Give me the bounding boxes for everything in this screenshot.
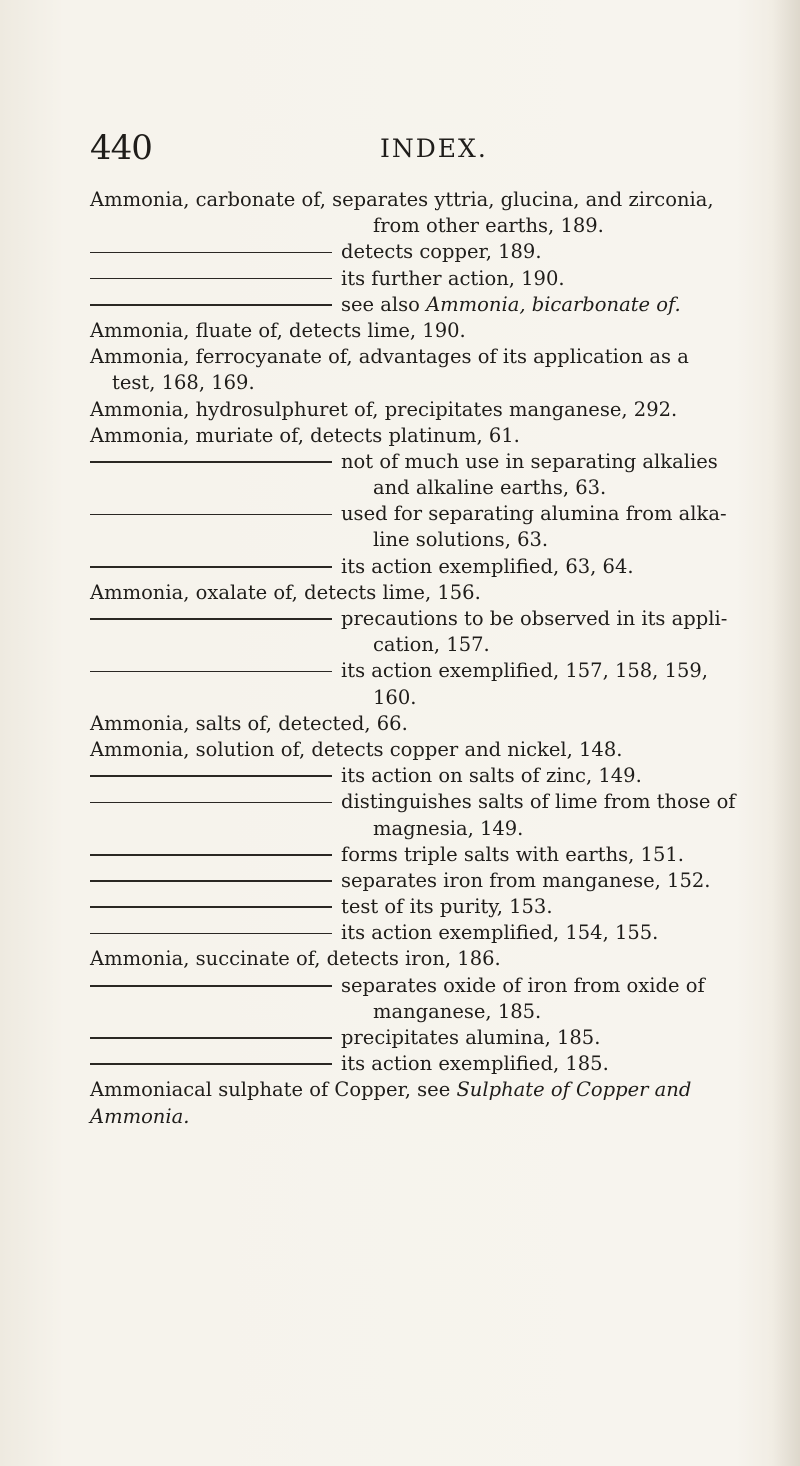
index-entry-heading [90,737,750,763]
page-header [90,128,740,168]
entry-text: Ammonia, succinate of, detects iron, 186. [90,947,501,971]
ditto-rule [90,775,332,777]
ditto-rule [90,1037,332,1039]
entry-text: see also [341,292,427,316]
index-subentry [90,554,750,580]
subentry-text [341,894,553,920]
page-number: 440 [90,128,152,168]
page-edge-shadow [772,0,800,1466]
index-entry-heading [90,397,750,423]
ditto-rule [90,854,332,856]
subentry-text [341,1051,609,1077]
entry-text: test, 168, 169. [112,371,255,395]
index-subentry [90,266,750,292]
subentry-text [341,973,705,999]
index-entry-continuation [90,370,750,396]
subentry-text [341,920,658,946]
entry-text: manganese, 185. [373,999,542,1023]
index-entry-heading [90,946,750,972]
cross-reference: Sulphate of Copper and [456,1078,692,1102]
ditto-rule [90,618,332,620]
subentry-text [341,266,565,292]
entry-text: Ammonia, ferrocyanate of, advantages of its application as a [90,345,689,369]
entry-text: Ammonia, muriate of, detects platinum, 61. [90,423,520,447]
subentry-text [341,449,718,475]
subentry-text [341,606,727,632]
index-entry-continuation [90,999,750,1025]
entry-text: Ammoniacal sulphate of Copper, see [90,1078,457,1102]
entry-text: precipitates alumina, 185. [341,1026,601,1049]
entry-text: used for separating alumina from alka- [341,502,727,526]
subentry-text [341,292,681,318]
index-entry-heading [90,423,750,449]
index-entry-continuation [90,527,750,553]
index-subentry [90,868,750,894]
ditto-rule [90,461,332,463]
entry-text: magnesia, 149. [373,816,524,840]
subentry-text [341,842,684,868]
index-subentry [90,606,750,632]
cross-reference: Ammonia, bicarbonate of. [426,292,681,316]
subentry-text [341,868,710,894]
entry-text: Ammonia, hydrosulphuret of, precipitates manganese, 292. [90,397,678,421]
index-entry-heading [90,187,750,213]
index-entry-heading [90,1077,750,1103]
ditto-rule [90,985,332,987]
ditto-rule [90,671,332,673]
entry-text: Ammonia, solution of, detects copper and nickel, 148. [90,737,623,761]
entry-text: forms triple salts with earths, 151. [341,842,684,866]
index-subentry [90,449,750,475]
entry-text: Ammonia, carbonate of, separates yttria, glucina, and zirconia, [90,188,714,211]
entry-text: Ammonia, salts of, detected, 66. [90,711,408,735]
index-entry-heading [90,318,750,344]
subentry-text [341,554,634,580]
entry-text: from other earths, 189. [373,214,604,238]
ditto-rule [90,278,332,280]
index-subentry [90,789,750,815]
entry-text: Ammonia, oxalate of, detects lime, 156. [90,580,481,604]
index-entry-continuation [90,213,750,239]
entry-text: cation, 157. [373,633,490,657]
index-subentry [90,292,750,318]
index-subentry [90,1025,750,1051]
entry-text: 160. [373,685,417,709]
index-entry-heading [90,1104,750,1130]
index-subentry [90,239,750,265]
index-subentry [90,920,750,946]
ditto-rule [90,514,332,516]
entry-text: precautions to be observed in its appli- [341,607,728,630]
index-subentry [90,763,750,789]
entry-text: and alkaline earths, 63. [373,476,607,500]
index-entry-heading [90,580,750,606]
ditto-rule [90,933,332,935]
entry-text: its action on salts of zinc, 149. [341,764,642,788]
entry-text: separates iron from manganese, 152. [341,868,711,892]
subentry-text [341,789,736,815]
entry-text: test of its purity, 153. [341,895,553,919]
entry-text: its action exemplified, 154, 155. [341,921,659,945]
index-entry-continuation [90,475,750,501]
subentry-text [341,763,642,789]
cross-reference: Ammonia. [90,1104,190,1128]
index-subentry [90,894,750,920]
index-subentry [90,501,750,527]
ditto-rule [90,906,332,908]
ditto-rule [90,802,332,804]
index-subentry [90,658,750,684]
subentry-text [341,1025,600,1051]
entry-text: its action exemplified, 63, 64. [341,554,634,578]
subentry-text [341,239,542,265]
entry-text: Ammonia, fluate of, detects lime, 190. [90,318,466,342]
entry-text: line solutions, 63. [373,528,549,552]
ditto-rule [90,252,332,254]
index-entry-heading [90,711,750,737]
ditto-rule [90,880,332,882]
subentry-text [341,658,708,684]
ditto-rule [90,1063,332,1065]
index-subentry [90,973,750,999]
entry-text: not of much use in separating alkalies [341,449,718,473]
entry-text: its action exemplified, 157, 158, 159, [341,659,708,683]
index-subentry [90,1051,750,1077]
running-head: INDEX. [380,134,488,163]
entry-text: its action exemplified, 185. [341,1052,609,1076]
entry-text: its further action, 190. [341,266,565,290]
ditto-rule [90,304,332,306]
index-subentry [90,842,750,868]
entry-text: detects copper, 189. [341,240,542,264]
index-entry-continuation [90,632,750,658]
index-entry-continuation [90,816,750,842]
entry-text: distinguishes salts of lime from those of [341,790,736,814]
ditto-rule [90,566,332,568]
index-entry-heading [90,344,750,370]
index-entries [90,187,750,1130]
subentry-text [341,501,727,527]
index-entry-continuation [90,685,750,711]
entry-text: separates oxide of iron from oxide of [341,973,705,997]
